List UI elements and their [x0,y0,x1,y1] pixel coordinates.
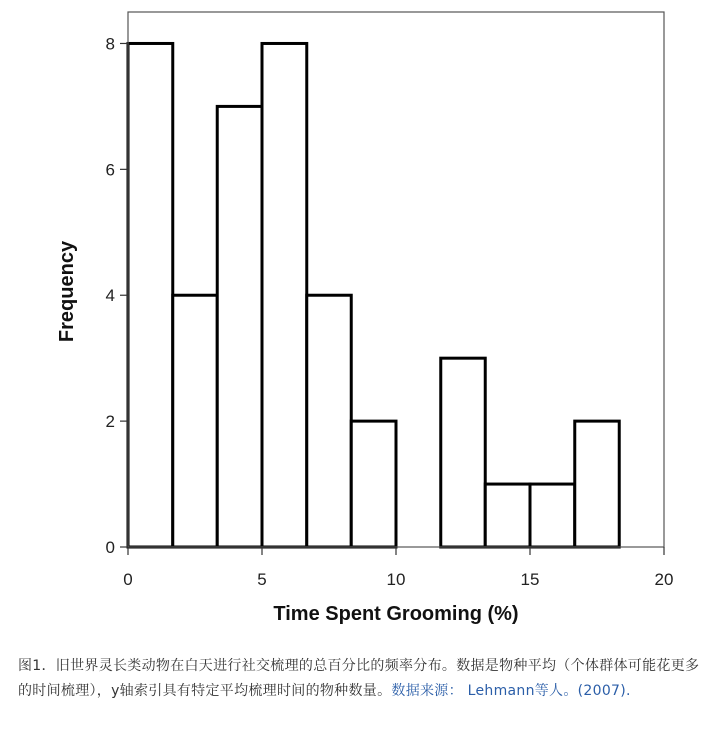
figure-caption [18,654,708,704]
x-axis-title: Time Spent Grooming (%) [273,603,519,625]
y-tick-label: 4 [105,286,115,306]
histogram-bar-10 [575,421,619,547]
x-tick-label: 10 [386,570,406,589]
histogram-bar-0 [128,43,173,547]
histogram-bar-1 [173,295,217,547]
y-tick-label: 2 [105,412,115,432]
caption-source-text[interactable]: Lehmann等人。(2007). [462,683,631,699]
histogram-bar-9 [530,484,575,547]
x-tick-label: 15 [520,570,540,589]
y-tick-label: 6 [105,160,115,180]
histogram-bar-5 [351,421,396,547]
y-axis-title: Frequency [56,240,78,343]
histogram-bar-2 [217,106,262,547]
histogram-bar-8 [485,484,530,547]
caption-source-label[interactable]: 数据来源： [391,683,463,699]
y-tick-label: 8 [105,34,115,54]
caption-text: 图1．旧世界灵长类动物在白天进行社交梳理的总百分比的频率分布。数据是物种平均（个体群体可能花更多的时间梳理），y轴索引具有特定平均梳理时间的物种数量。 [18,658,700,699]
y-tick-label: 0 [105,538,115,557]
x-tick-label: 20 [654,570,674,589]
x-tick-label: 0 [123,570,133,589]
histogram-bar-4 [307,295,351,547]
x-tick-label: 5 [257,570,267,589]
histogram-bar-7 [441,358,485,547]
histogram-bar-3 [262,43,307,547]
